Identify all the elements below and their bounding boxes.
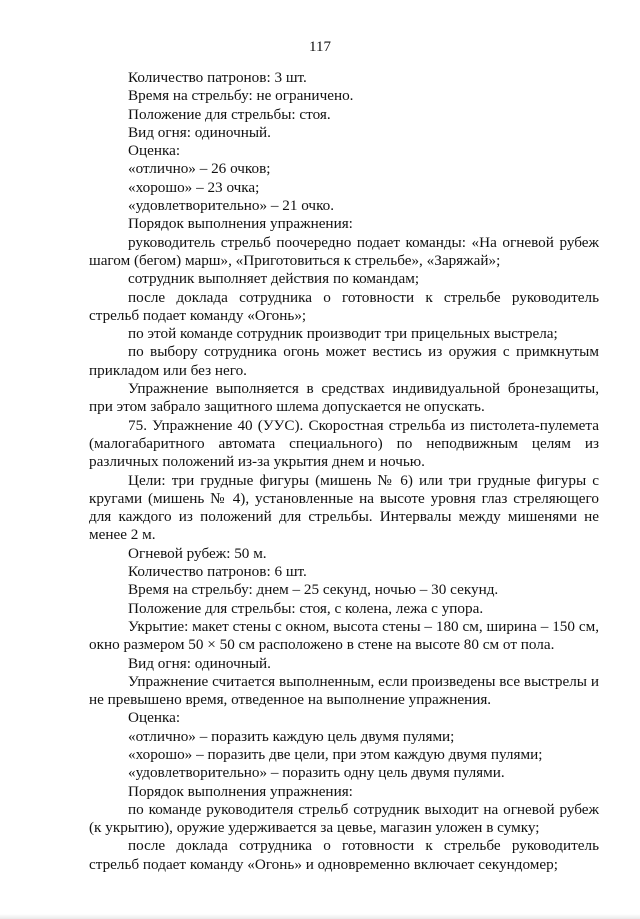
paragraph-cover: Укрытие: макет стены с окном, высота стены – 180 см, ширина – 150 см, окно размером 50 × 50 см расположено в стене на высоте 80 см от пола. [89,617,599,654]
scan-bottom-edge [0,914,640,919]
paragraph-procedure-stock: по выбору сотрудника огонь может вестись из оружия с примкнутым прикладом или без него. [89,343,599,379]
paragraph-position: Положение для стрельбы: стоя. [128,105,331,123]
paragraph-procedure-heading: Порядок выполнения упражнения: [128,215,353,233]
paragraph-fire-type-2: Вид огня: одиночный. [128,654,271,672]
paragraph-procedure-actions: сотрудник выполняет действия по командам; [128,270,420,288]
page-number: 117 [309,39,331,55]
paragraph-body-armor: Упражнение выполняется в средствах индивидуальной бронезащиты, при этом забрало защитного шлема допускается не опускать. [89,380,599,416]
paragraph-fire-type: Вид огня: одиночный. [128,123,271,141]
paragraph-grade-excellent: «отлично» – 26 очков; [128,160,271,178]
document-body [89,69,599,874]
paragraph-time-limit: Время на стрельбу: не ограничено. [128,87,354,105]
paragraph-grade-excellent-2: «отлично» – поразить каждую цель двумя пулями; [128,727,455,745]
paragraph-cartridges-count-2: Количество патронов: 6 шт. [128,563,307,581]
paragraph-time-day-night: Время на стрельбу: днем – 25 секунд, ночью – 30 секунд. [128,581,499,599]
paragraph-grading-heading-2: Оценка: [128,709,181,727]
paragraph-procedure-shots: по этой команде сотрудник производит три прицельных выстрела; [128,325,558,343]
paragraph-targets: Цели: три грудные фигуры (мишень № 6) или три грудные фигуры с кругами (мишень № 4), установленные на высоте уровня глаз стреляющего для каждого из положений для стрельбы. Интервалы между мишенями не менее 2 м. [89,471,599,544]
paragraph-grade-good-2: «хорошо» – поразить две цели, при этом каждую двумя пулями; [128,745,543,763]
paragraph-firing-line: Огневой рубеж: 50 м. [128,544,267,562]
paragraph-procedure-heading-2: Порядок выполнения упражнения: [128,782,353,800]
paragraph-completion-criteria: Упражнение считается выполненным, если произведены все выстрелы и не превышено время, отведенное на выполнение упражнения. [89,672,599,709]
paragraph-grade-satisfactory-2: «удовлетворительно» – поразить одну цель двумя пулями. [128,764,505,782]
paragraph-grade-satisfactory: «удовлетворительно» – 21 очко. [128,197,335,215]
paragraph-procedure-stopwatch: после доклада сотрудника о готовности к стрельбе руководитель стрельб подает команду «Огонь» и одновременно включает секундомер; [89,837,599,873]
paragraph-exercise-40-title: 75. Упражнение 40 (УУС). Скоростная стрельба из пистолета-пулемета (малогабаритного автомата специального) по неподвижным целям из различных положений из-за укрытия днем и ночью. [89,416,599,471]
paragraph-procedure-approach: по команде руководителя стрельб сотрудник выходит на огневой рубеж (к укрытию), оружие удерживается за цевье, магазин уложен в сумку; [89,800,599,837]
paragraph-procedure-commands: руководитель стрельб поочередно подает команды: «На огневой рубеж шагом (бегом) марш», «Приготовиться к стрельбе», «Заряжай»; [89,233,599,269]
paragraph-cartridges-count: Количество патронов: 3 шт. [128,69,307,86]
paragraph-grade-good: «хорошо» – 23 очка; [128,178,260,196]
paragraph-grading-heading: Оценка: [128,142,181,160]
paragraph-procedure-fire-command: после доклада сотрудника о готовности к стрельбе руководитель стрельб подает команду «Огонь»; [89,288,599,324]
paragraph-positions: Положение для стрельбы: стоя, с колена, лежа с упора. [128,599,484,617]
